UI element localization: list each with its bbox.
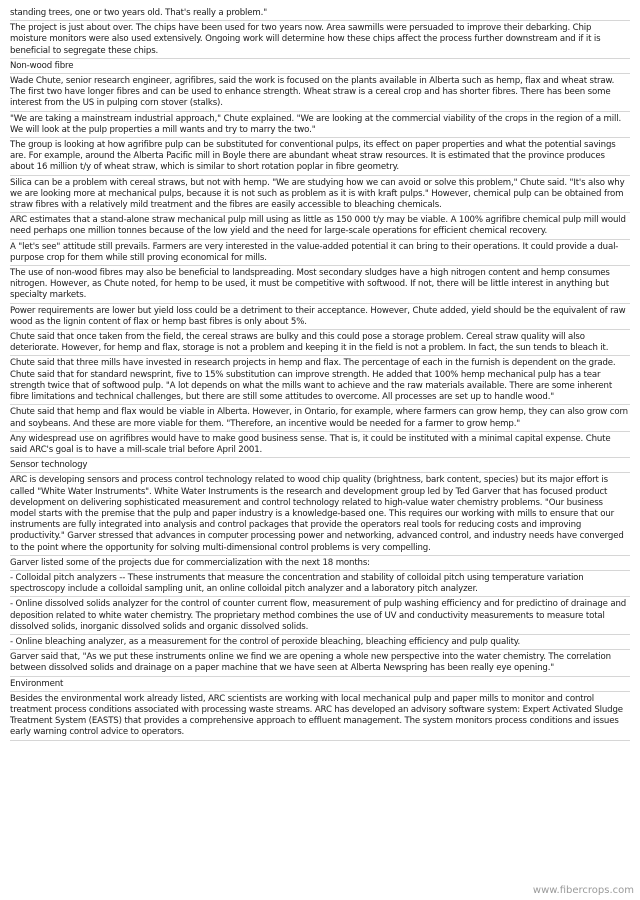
section-heading: Sensor technology (10, 460, 630, 473)
paragraph: Garver listed some of the projects due for commercialization with the next 18 months: (10, 558, 630, 571)
article-body (10, 8, 630, 743)
paragraph: Wade Chute, senior research engineer, agrifibres, said the work is focused on the plants available in Alberta such as hemp, flax and wheat straw. The first two have longer fibres and can be used to enhance strength. Wheat straw is a cereal crop and has shorter fibres. There has been some interest from the US in pulping corn stover (stalks). (10, 76, 630, 112)
paragraph: Chute said that hemp and flax would be viable in Alberta. However, in Ontario, for example, where farmers can grow hemp, they can also grow corn and soybeans. And these are more viable for them. "Therefore, an incentive would be needed for a farmer to grow hemp." (10, 407, 630, 431)
paragraph: The use of non-wood fibres may also be beneficial to landspreading. Most secondary sludges have a high nitrogen content and hemp consumes nitrogen. However, as Chute noted, for hemp to be used, it must be competitive with softwood. If not, there will be little interest in anything but specialty markets. (10, 268, 630, 304)
paragraph: Chute said that once taken from the field, the cereal straws are bulky and this could pose a storage problem. Cereal straw quality will also deteriorate. However, for hemp and flax, storage is not a problem and keeping it in the field is not a problem. In fact, the sun tends to bleach it. (10, 332, 630, 356)
paragraph: standing trees, one or two years old. That's really a problem." (10, 8, 630, 21)
paragraph: - Online bleaching analyzer, as a measurement for the control of peroxide bleaching, bleaching efficiency and pulp quality. (10, 637, 630, 650)
paragraph: Garver said that, "As we put these instruments online we find we are opening a whole new perspective into the water chemistry. The correlation between dissolved solids and drainage on a paper machine that we have seen at Alberta Newspring has been really eye opening." (10, 652, 630, 676)
watermark-text: www.fibercrops.com (532, 885, 634, 896)
paragraph: A "let's see" attitude still prevails. Farmers are very interested in the value-added potential it can bring to their operations. It could provide a dual-purpose crop for them while still proving economical for mills. (10, 242, 630, 266)
paragraph: Chute said that three mills have invested in research projects in hemp and flax. The percentage of each in the furnish is dependent on the grade. Chute said that for standard newsprint, five to 15% substitution can improve strength. He added that 100% hemp mechanical pulp has a tear strength twice that of softwood pulp. "A lot depends on what the mills want to achieve and the raw materials available. There are some inherent fibre limitations and technical challenges, but there are still some attitudes to overcome. All processes are set up to handle wood." (10, 358, 630, 405)
paragraph: - Colloidal pitch analyzers -- These instruments that measure the concentration and stability of colloidal pitch using temperature variation spectroscopy include a colloidal sampling unit, an online colloidal pitch analyzer and a laboratory pitch analyzer. (10, 573, 630, 597)
section-heading: Non-wood fibre (10, 61, 630, 74)
paragraph: Besides the environmental work already listed, ARC scientists are working with local mechanical pulp and paper mills to monitor and control treatment process conditions associated with processing waste streams. ARC has developed an advisory software system: Expert Activated Sludge Treatment System (EASTS) that provides a comprehensive approach to effluent management. The system monitors process conditions and issues early warning control advice to operators. (10, 694, 630, 741)
paragraph: The project is just about over. The chips have been used for two years now. Area sawmills were persuaded to improve their debarking. Chip moisture monitors were also used extensively. Ongoing work will determine how these chips affect the process further downstream and if it is beneficial to segregate these chips. (10, 23, 630, 59)
section-heading: Environment (10, 679, 630, 692)
paragraph: ARC is developing sensors and process control technology related to wood chip quality (brightness, bark content, species) but its major effort is called "White Water Instruments". White Water Instruments is the research and development group led by Ted Garver that has focused product development on delivering sophisticated measurement and control technology related to high-value water chemistry problems. "Our business model starts with the premise that the pulp and paper industry is a knowledge-based one. This requires our working with mills to ensure that our instruments are fully integrated into analysis and control packages that provide the operators real tools for reducing costs and improving productivity." Garver stressed that advances in computer processing power and networking, advanced control, and industry needs have converged to the point where the opportunity for solving multi-dimensional control problems is very compelling. (10, 475, 630, 555)
paragraph: The group is looking at how agrifibre pulp can be substituted for conventional pulps, its effect on paper properties and what the potential savings are. For example, around the Alberta Pacific mill in Boyle there are abundant wheat straw resources. It is estimated that the province produces about 16 million t/y of wheat straw, which is similar to short rotation poplar in fibre geometry. (10, 140, 630, 176)
paragraph: "We are taking a mainstream industrial approach," Chute explained. "We are looking at the commercial viability of the crops in the region of a mill. We will look at the pulp properties a mill wants and try to marry the two." (10, 114, 630, 138)
paragraph: Power requirements are lower but yield loss could be a detriment to their acceptance. However, Chute added, yield should be the equivalent of raw wood as the lignin content of flax or hemp bast fibres is only about 5%. (10, 306, 630, 330)
paragraph: ARC estimates that a stand-alone straw mechanical pulp mill using as little as 150 000 t/y may be viable. A 100% agrifibre chemical pulp mill would need perhaps one million tonnes because of the low yield and the need for large-scale operations for efficient chemical recovery. (10, 215, 630, 239)
paragraph: Silica can be a problem with cereal straws, but not with hemp. "We are studying how we can avoid or solve this problem," Chute said. "It's also why we are looking more at mechanical pulps, because it is not such as problem as it is with kraft pulps." However, chemical pulp can be obtained from straw fibres with a relatively mild treatment and the fibres are easily accessible to bleaching chemicals. (10, 178, 630, 214)
paragraph: - Online dissolved solids analyzer for the control of counter current flow, measurement of pulp washing efficiency and for predictino of drainage and deposition related to white water chemistry. The proprietary method combines the use of UV and conductivity measurements to measure total dissolved solids, inorganic dissolved solids and organic dissolved solids. (10, 599, 630, 635)
paragraph: Any widespread use on agrifibres would have to make good business sense. That is, it could be instituted with a minimal capital expense. Chute said ARC's goal is to have a mill-scale trial before April 2001. (10, 434, 630, 458)
